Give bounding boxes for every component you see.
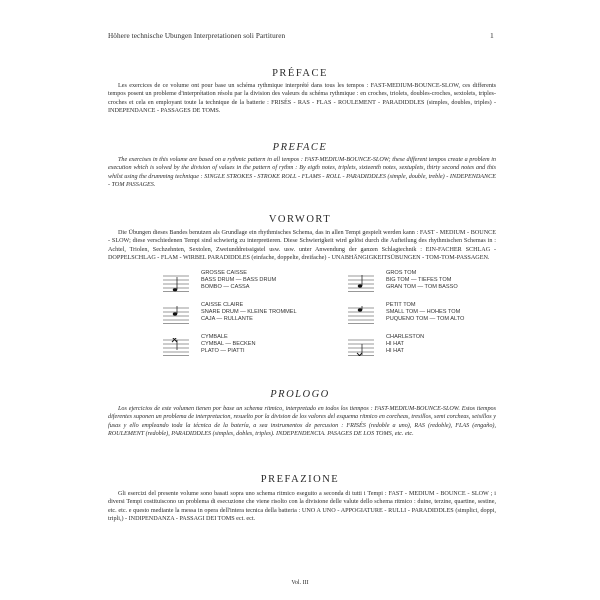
section-title-preface-fr: PRÉFACE [272,68,328,79]
section-title-preface-en: PREFACE [272,142,328,153]
section-text-prefazione: Gli esercizi del presente volume sono basati sopra uno schema ritmico eseguito a seconda di tutti i Tempi : FAST - MEDIUM - BOUNCE - SLOW ; i diversi Tempi costituiscono un problema di esecuzione che viene risolto con la divisione delle valute dello schema ritmico : duine, terzine, quartine, sestine, etc. etc. e questo mediante la messa in opera dell'intera tecnica della batteria : UNO A UNO - APPOGIATURE - RULLI - PARADIDDLES (simplici, doppi, tripli,) - INDIPENDANZA - PASSAGI DEI TOMS ect. ect. [108,491,496,522]
volume-label: Vol. III [291,580,309,586]
small-tom-note-icon [348,306,374,324]
snare-note-icon [163,306,189,324]
legend-line: PLATO — PIATTI [201,348,245,354]
legend-line: HI HAT [386,341,404,347]
section-text-vorwort: Die Übungen dieses Bandes benutzen als Grundlage ein rhythmisches Schema, das in allen Tempi gespielt werden kann : FAST - MEDIUM - BOUNCE - SLOW; diese verschiedenen Tempi sind schwierig zu interpretieren. Diese Schwierigkeit wird gelöst durch die Aufteilung des rhythmischen Schemas in : Achtel, Triolen, Sechzehnten, Sextolen, Zweiunddreissigstel usw. usw. unter Anwendung der ganzen Schlagtechnik : EIN-FACHER SCHLAG - DOPPELSCHLAG - FLAM - WIRBEL PARADIDDLES (einfache, doppelte, dreifache) - UNABHÄNGIGKEITSÜBUNGEN - TOM-TOM-PASSAGEN. [108,230,496,261]
page-number: 1 [490,31,494,40]
legend-item-small-tom [348,302,508,332]
legend-line: HI HAT [386,348,404,354]
legend-line: CAISSE CLAIRE [201,302,244,308]
legend-line: CYMBALE [201,334,228,340]
legend-item-snare [163,302,323,332]
legend-line: PUQUENO TOM — TOM ALTO [386,316,465,322]
cymbal-note-icon [163,338,189,356]
section-text-prologo: Los ejercicios de este volumen tienen por base un schema ritmico, interpretado en todos los tiempos : FAST-MEDIUM-BOUNCE-SLOW. Estos tiempos diferentes suponen un problema de interpretacion, resuelto por la division de los valores del esquema ritmico en corcheas, tresillos, semi corcheas, seisillos y fusas y ello empleando toda la técnica de la batería, a sea instrumentos de percusion : FRISÉS (redoble a uno), RAS (redoble), FLAS (engaño), ROULEMENT (redoble), PARADIDDLES (simples, dobles, triples). INDEPENDENCIA. PASAGES DE LOS TOMS, etc. etc. [108,406,496,437]
section-title-prologo: PROLOGO [270,389,330,400]
legend-line: GROS TOM [386,270,417,276]
legend-line: BASS DRUM — BASS DRUM [201,277,277,283]
legend-item-hihat [348,334,508,364]
legend-line: GROSSE CAISSE [201,270,248,276]
big-tom-note-icon [348,274,374,292]
bass-drum-note-icon [163,274,189,292]
legend-item-cymbal [163,334,323,364]
section-title-vorwort: VORWORT [268,214,332,225]
legend-line: BOMBO — CASSA [201,284,250,290]
legend-line: CHARLESTON [386,334,425,340]
section-text-preface-fr: Les exercices de ce volume ont pour base un schéma rythmique interprété dans tous les tempos : FAST-MEDIUM-BOUNCE-SLOW, ces differents tempos posent un probleme d'interprétation résolu par la division des valeurs du schéma rythmique : en croches, triolets, doubles-croches, sextolets, triples-croches et cela en employant toute la technique de la batterie : FRISÉS - RAS - FLAS - ROULEMENT - PARADIDDLES (simples, doubles, triples) - INDEPENDANCE - PASSAGES DE TOMS. [108,83,496,114]
legend-line: SNARE DRUM — KLEINE TROMMEL [201,309,297,315]
legend-line: BIG TOM — TIEFES TOM [386,277,452,283]
legend-line: GRAN TOM — TOM BASSO [386,284,458,290]
legend-line: SMALL TOM — HOHES TOM [386,309,461,315]
section-text-preface-en: The exercises in this volume are based on a rythmic pattern in all tempos : FAST-MEDIUM-BOUNCE-SLOW; these different tempos create a problem in execution which is solved by the division of values in the pattern of rythm : By eigth notes, triplets, sixteenth notes, sextuplets, thirty second notes and this whilst using the drumming technique : SINGLE STROKES - STROKE ROLL - FLAMS - ROLL - PARADIDDLES (simple, double, treble) - INDEPENDANCE - TOM PASSAGES. [108,157,496,188]
running-title: Höhere technische Ubungen Interpretationen soli Partituren [108,32,286,40]
legend-line: CYMBAL — BECKEN [201,341,256,347]
section-title-prefazione: PREFAZIONE [260,474,340,485]
legend-line: CAJA — RULLANTE [201,316,253,322]
hihat-note-icon [348,338,374,356]
legend-item-big-tom [348,270,508,300]
instrument-legend [163,270,503,382]
legend-item-bass-drum [163,270,323,300]
legend-line: PETIT TOM [386,302,416,308]
